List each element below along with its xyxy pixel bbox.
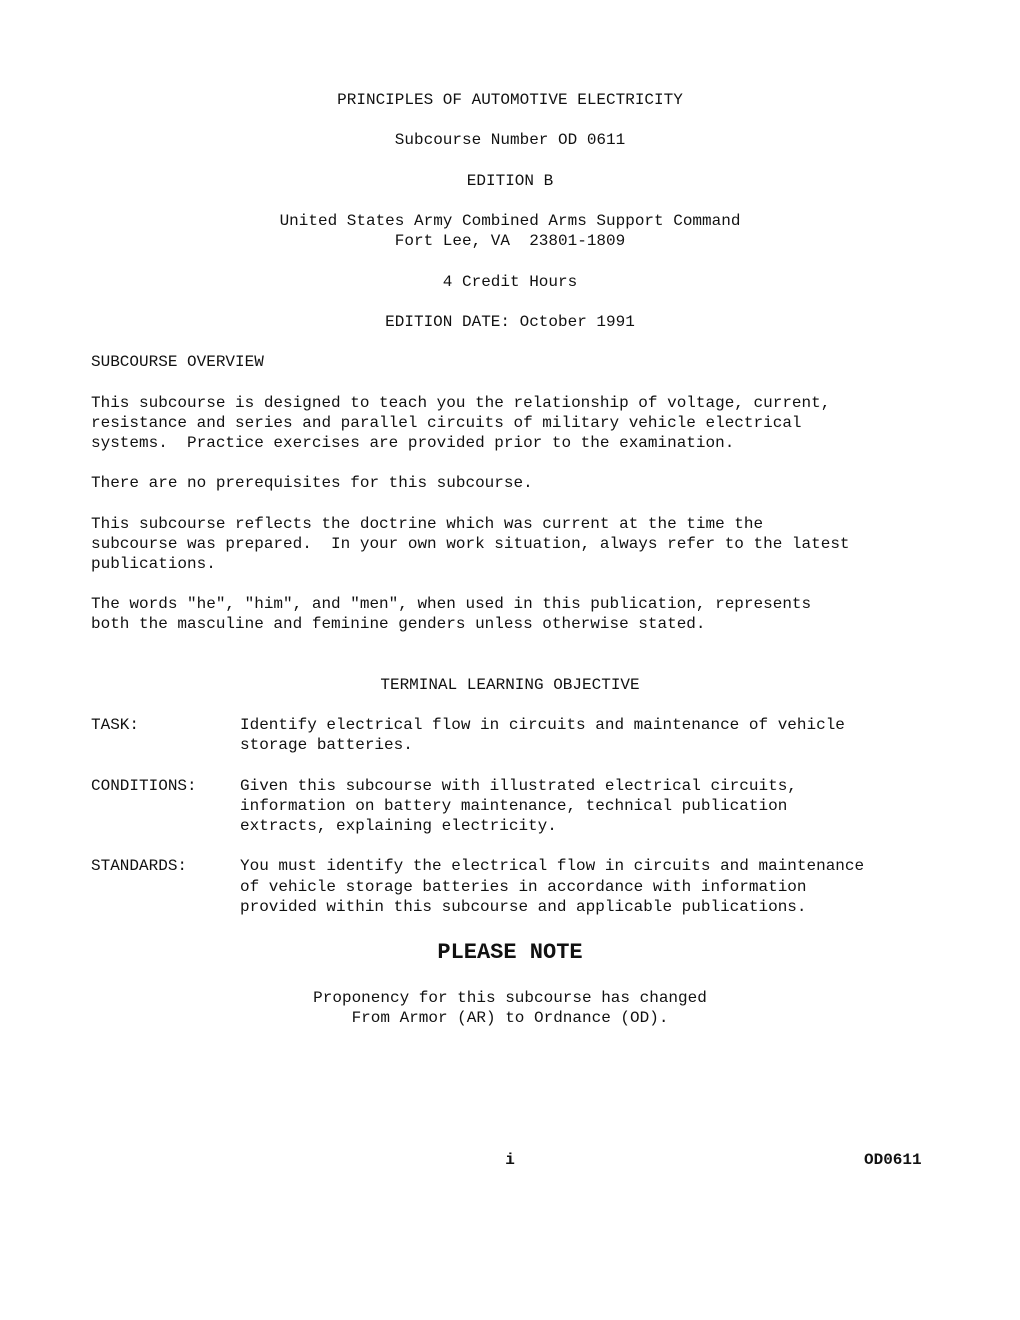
organization-address: Fort Lee, VA 23801-1809 bbox=[394, 232, 626, 250]
note-line1: Proponency for this subcourse has changed bbox=[313, 989, 707, 1007]
document-title: PRINCIPLES OF AUTOMOTIVE ELECTRICITY bbox=[337, 91, 683, 109]
overview-para4-line1: The words "he", "him", and "men", when used in this publication, represents bbox=[91, 595, 812, 613]
note-line2: From Armor (AR) to Ordnance (OD). bbox=[351, 1009, 669, 1027]
page-number: i bbox=[505, 1151, 515, 1169]
overview-para3-line2: subcourse was prepared. In your own work situation, always refer to the latest bbox=[91, 535, 850, 553]
overview-para3-line3: publications. bbox=[91, 555, 216, 573]
overview-para2-line1: There are no prerequisites for this subcourse. bbox=[91, 474, 533, 492]
overview-para3-line1: This subcourse reflects the doctrine which was current at the time the bbox=[91, 515, 764, 533]
task-line1: Identify electrical flow in circuits and maintenance of vehicle bbox=[240, 716, 845, 734]
standards-line1: You must identify the electrical flow in circuits and maintenance bbox=[240, 857, 865, 875]
overview-heading: SUBCOURSE OVERVIEW bbox=[91, 353, 264, 371]
conditions-line2: information on battery maintenance, technical publication bbox=[240, 797, 788, 815]
conditions-line1: Given this subcourse with illustrated electrical circuits, bbox=[240, 777, 797, 795]
overview-para4-line2: both the masculine and feminine genders unless otherwise stated. bbox=[91, 615, 706, 633]
subcourse-number: Subcourse Number OD 0611 bbox=[394, 131, 626, 149]
organization-name: United States Army Combined Arms Support Command bbox=[279, 212, 741, 230]
edition-date: EDITION DATE: October 1991 bbox=[385, 313, 635, 331]
objective-heading: TERMINAL LEARNING OBJECTIVE bbox=[380, 676, 640, 694]
standards-label: STANDARDS: bbox=[91, 857, 188, 875]
standards-line3: provided within this subcourse and applicable publications. bbox=[240, 898, 807, 916]
document-code: OD0611 bbox=[864, 1151, 922, 1169]
conditions-line3: extracts, explaining electricity. bbox=[240, 817, 557, 835]
standards-line2: of vehicle storage batteries in accordance with information bbox=[240, 878, 807, 896]
task-line2: storage batteries. bbox=[240, 736, 413, 754]
overview-para1-line2: resistance and series and parallel circuits of military vehicle electrical bbox=[91, 414, 802, 432]
task-label: TASK: bbox=[91, 716, 140, 734]
conditions-label: CONDITIONS: bbox=[91, 777, 197, 795]
credit-hours: 4 Credit Hours bbox=[442, 273, 578, 291]
overview-para1-line1: This subcourse is designed to teach you the relationship of voltage, current, bbox=[91, 394, 831, 412]
edition-label: EDITION B bbox=[466, 172, 554, 190]
overview-para1-line3: systems. Practice exercises are provided prior to the examination. bbox=[91, 434, 735, 452]
please-note-heading: PLEASE NOTE bbox=[437, 940, 583, 965]
